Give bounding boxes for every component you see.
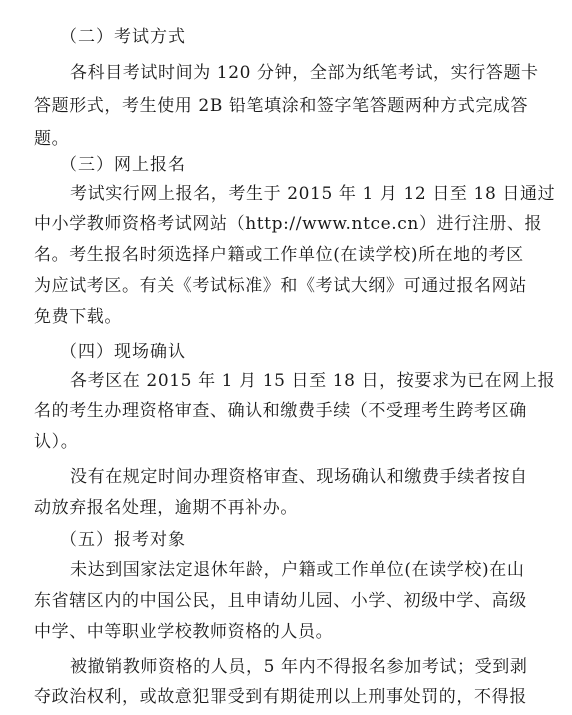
paragraph-line: 各科目考试时间为 120 分钟，全部为纸笔考试，实行答题卡: [70, 63, 539, 83]
paragraph-line: 名。考生报名时须选择户籍或工作单位(在读学校)所在地的考区: [34, 245, 524, 265]
paragraph-line: 各考区在 2015 年 1 月 15 日至 18 日，按要求为已在网上报: [70, 371, 556, 391]
paragraph-line: 中学、中等职业学校教师资格的人员。: [34, 622, 334, 642]
section-heading-2: （二）考试方式: [60, 27, 186, 47]
paragraph-line: 没有在规定时间办理资格审查、现场确认和缴费手续者按自: [70, 467, 528, 487]
paragraph-line: 免费下载。: [34, 307, 122, 327]
paragraph-line: 题。: [34, 129, 70, 149]
paragraph-line: 未达到国家法定退休年龄，户籍或工作单位(在读学校)在山: [70, 560, 525, 580]
section-heading-5: （五）报考对象: [60, 530, 186, 550]
paragraph-line: 中小学教师资格考试网站（http://www.ntce.cn）进行注册、报: [34, 214, 543, 234]
paragraph-line: 动放弃报名处理，逾期不再补办。: [34, 498, 298, 518]
section-heading-4: （四）现场确认: [60, 342, 186, 362]
paragraph-line: 东省辖区内的中国公民，且申请幼儿园、小学、初级中学、高级: [34, 591, 527, 611]
paragraph-line: 认）。: [34, 432, 79, 452]
paragraph-line: 夺政治权利，或故意犯罪受到有期徒刑以上刑事处罚的，不得报: [34, 687, 527, 707]
paragraph-line: 考试实行网上报名，考生于 2015 年 1 月 12 日至 18 日通过: [70, 184, 556, 204]
paragraph-line: 答题形式，考生使用 2B 铅笔填涂和签字笔答题两种方式完成答: [34, 96, 529, 116]
paragraph-line: 被撤销教师资格的人员，5 年内不得报名参加考试；受到剥: [70, 657, 528, 677]
paragraph-line: 名的考生办理资格审查、确认和缴费手续（不受理考生跨考区确: [34, 401, 527, 421]
section-heading-3: （三）网上报名: [60, 155, 186, 175]
paragraph-line: 为应试考区。有关《考试标准》和《考试大纲》可通过报名网站: [34, 276, 527, 296]
